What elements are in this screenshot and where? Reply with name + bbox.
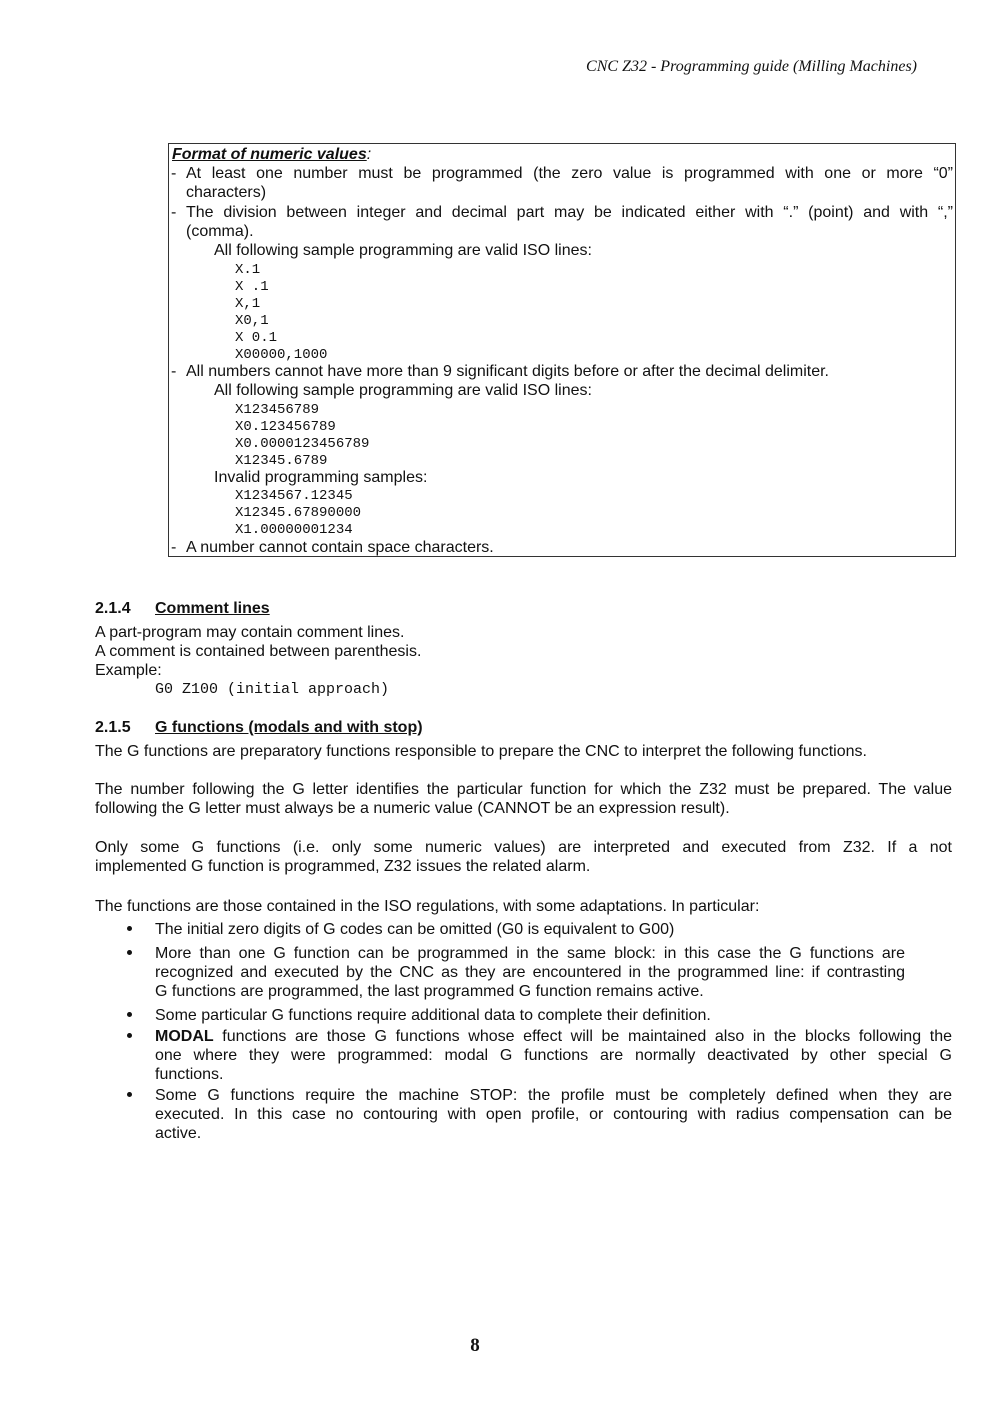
list-item-line: executed. In this case no contouring with open profile, or contouring with radius compensation can be [155,1106,952,1123]
rule-2-line-1: The division between integer and decimal part may be indicated either with “.” (point) and with “,” [186,204,953,221]
rule-2-line-2: (comma). [186,223,254,240]
valid-intro-1: All following sample programming are valid ISO lines: [214,242,592,259]
section-title: Comment lines [155,600,270,617]
list-item: The initial zero digits of G codes can be omitted (G0 is equivalent to G00) [155,921,675,938]
valid-intro-2: All following sample programming are valid ISO lines: [214,382,592,399]
rule-1-line-1: At least one number must be programmed (the zero value is programmed with one or more “0” [186,165,953,182]
code-example: X0,1 [235,313,269,329]
paragraph-line: implemented G function is programmed, Z32 issues the related alarm. [95,858,591,875]
bullet-icon [126,1032,134,1040]
bullet-icon [126,1091,134,1099]
paragraph: The G functions are preparatory functions responsible to prepare the CNC to interpret the following functions. [95,743,867,760]
list-item-line: More than one G function can be programmed in the same block: in this case the G functions are [155,945,905,962]
rule-4: A number cannot contain space characters. [186,539,494,556]
code-example: X12345.6789 [235,453,328,469]
code-example: X,1 [235,296,261,312]
bullet-icon [126,1011,134,1019]
list-item-line: one where they were programmed: modal G functions are normally deactivated by other special G [155,1047,952,1064]
section-title: G functions (modals and with stop) [155,719,423,736]
bullet-icon [126,925,134,933]
paragraph-line: following the G letter must always be a numeric value (CANNOT be an expression result). [95,800,730,817]
paragraph-line: Only some G functions (i.e. only some numeric values) are interpreted and executed from Z32. If a not [95,839,952,856]
code-example: X123456789 [235,402,320,418]
invalid-intro: Invalid programming samples: [214,469,428,486]
list-item-line: recognized and executed by the CNC as they are encountered in the programmed line: if contrasting [155,964,905,981]
code-example: X.1 [235,262,261,278]
code-example: X0.0000123456789 [235,436,370,452]
list-dash: - [171,165,177,182]
bullet-icon [126,949,134,957]
section-number: 2.1.4 [95,600,131,617]
code-example: X1234567.12345 [235,488,353,504]
list-item-line: functions. [155,1066,224,1083]
list-item-line: MODAL functions are those G functions whose effect will be maintained also in the blocks following the [155,1028,952,1045]
paragraph-line: The number following the G letter identifies the particular function for which the Z32 must be prepared. The value [95,781,952,798]
paragraph: The functions are those contained in the ISO regulations, with some adaptations. In particular: [95,898,760,915]
list-item: Some particular G functions require additional data to complete their definition. [155,1007,711,1024]
code-example: X 0.1 [235,330,278,346]
example-label: Example: [95,662,162,679]
list-item-line: active. [155,1125,202,1142]
section-number: 2.1.5 [95,719,131,736]
page-header: CNC Z32 - Programming guide (Milling Machines) [586,58,917,75]
list-dash: - [171,204,177,221]
box-heading: Format of numeric values: [172,146,372,163]
body-text: A comment is contained between parenthesis. [95,643,422,660]
rule-3: All numbers cannot have more than 9 significant digits before or after the decimal delimiter. [186,363,829,380]
list-dash: - [171,363,177,380]
numeric-format-box [168,143,956,557]
list-dash: - [171,539,177,556]
rule-1-line-2: characters) [186,184,267,201]
page-number: 8 [470,1335,480,1356]
code-example: X1.00000001234 [235,522,353,538]
code-example: X0.123456789 [235,419,336,435]
code-example: X12345.67890000 [235,505,362,521]
list-item-line: Some G functions require the machine STOP: the profile must be completely defined when they are [155,1087,952,1104]
code-example: X .1 [235,279,269,295]
code-example: X00000,1000 [235,347,328,363]
list-item-line: G functions are programmed, the last programmed G function remains active. [155,983,704,1000]
code-example: G0 Z100 (initial approach) [155,681,390,698]
body-text: A part-program may contain comment lines. [95,624,405,641]
